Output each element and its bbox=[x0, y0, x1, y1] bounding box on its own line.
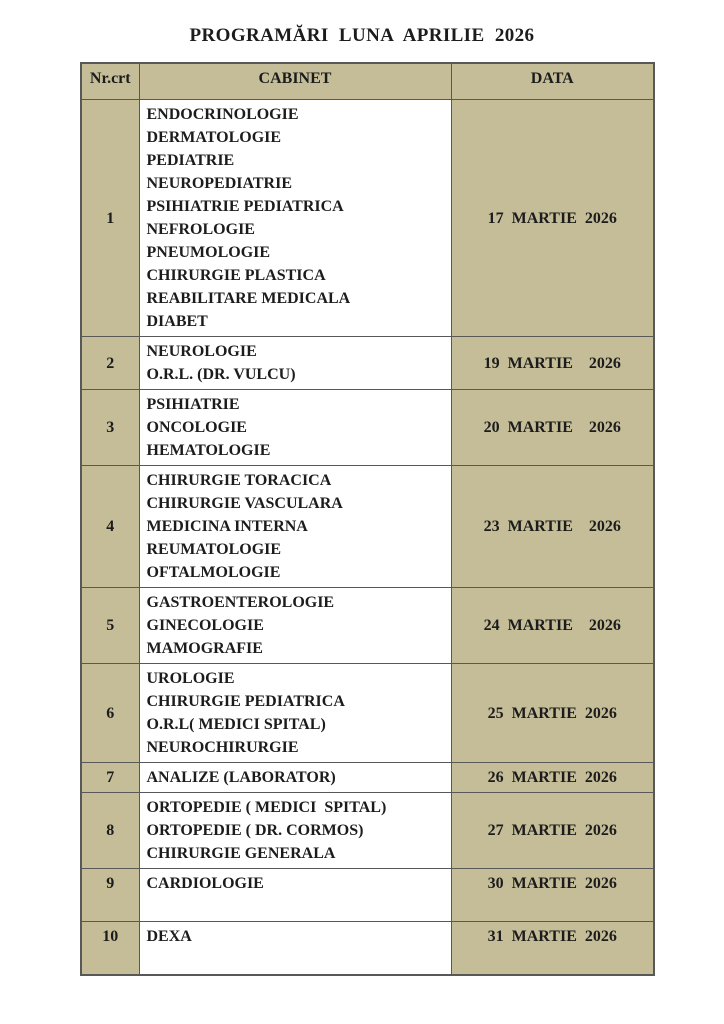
cabinet-line: DIABET bbox=[146, 313, 208, 330]
cabinet-line: O.R.L( MEDICI SPITAL) bbox=[146, 716, 326, 733]
cabinet-line: ENDOCRINOLOGIE bbox=[146, 106, 299, 123]
table-row bbox=[81, 390, 654, 466]
cabinet-cell bbox=[139, 664, 451, 763]
table-row bbox=[81, 664, 654, 763]
date-cell: 17 MARTIE 2026 bbox=[451, 100, 654, 337]
row-number-cell: 10 bbox=[81, 922, 139, 976]
table-row bbox=[81, 588, 654, 664]
cabinet-line: OFTALMOLOGIE bbox=[146, 564, 281, 581]
cabinet-line: UROLOGIE bbox=[146, 670, 235, 687]
date-cell: 20 MARTIE 2026 bbox=[451, 390, 654, 466]
cabinet-line: PSIHIATRIE bbox=[146, 396, 240, 413]
cabinet-line: PEDIATRIE bbox=[146, 152, 235, 169]
cabinet-line: REUMATOLOGIE bbox=[146, 541, 282, 558]
header-nr-crt: Nr.crt bbox=[81, 63, 139, 100]
date-cell: 26 MARTIE 2026 bbox=[451, 763, 654, 793]
cabinet-cell bbox=[139, 922, 451, 976]
row-number-cell: 4 bbox=[81, 466, 139, 588]
date-cell: 27 MARTIE 2026 bbox=[451, 793, 654, 869]
cabinet-line: NEUROPEDIATRIE bbox=[146, 175, 292, 192]
cabinet-line: NEFROLOGIE bbox=[146, 221, 255, 238]
cabinet-line: ANALIZE (LABORATOR) bbox=[146, 769, 336, 786]
cabinet-line bbox=[147, 895, 445, 918]
row-number-cell: 8 bbox=[81, 793, 139, 869]
row-number-cell: 6 bbox=[81, 664, 139, 763]
table-row bbox=[81, 100, 654, 337]
cabinet-line: GINECOLOGIE bbox=[146, 617, 264, 634]
table-row bbox=[81, 793, 654, 869]
cabinet-line: CHIRURGIE GENERALA bbox=[146, 845, 336, 862]
cabinet-line: GASTROENTEROLOGIE bbox=[146, 594, 335, 611]
cabinet-line: ORTOPEDIE ( MEDICI SPITAL) bbox=[146, 799, 387, 816]
date-cell: 30 MARTIE 2026 bbox=[451, 869, 654, 922]
row-number-cell: 1 bbox=[81, 100, 139, 337]
cabinet-cell bbox=[139, 337, 451, 390]
cabinet-line: PNEUMOLOGIE bbox=[146, 244, 271, 261]
cabinet-line bbox=[147, 948, 445, 971]
cabinet-line: NEUROCHIRURGIE bbox=[146, 739, 299, 756]
header-cabinet: CABINET bbox=[139, 63, 451, 100]
schedule-table bbox=[80, 62, 655, 976]
date-cell: 23 MARTIE 2026 bbox=[451, 466, 654, 588]
cabinet-cell bbox=[139, 793, 451, 869]
cabinet-line: REABILITARE MEDICALA bbox=[146, 290, 351, 307]
cabinet-line: CHIRURGIE VASCULARA bbox=[146, 495, 343, 512]
cabinet-line: DERMATOLOGIE bbox=[146, 129, 282, 146]
cabinet-line: CHIRURGIE PEDIATRICA bbox=[146, 693, 345, 710]
table-row bbox=[81, 466, 654, 588]
cabinet-line: HEMATOLOGIE bbox=[146, 442, 271, 459]
cabinet-cell bbox=[139, 100, 451, 337]
date-cell: 31 MARTIE 2026 bbox=[451, 922, 654, 976]
cabinet-cell bbox=[139, 390, 451, 466]
table-row bbox=[81, 922, 654, 976]
table-row bbox=[81, 337, 654, 390]
cabinet-line: MEDICINA INTERNA bbox=[146, 518, 308, 535]
row-number-cell: 2 bbox=[81, 337, 139, 390]
table-row bbox=[81, 763, 654, 793]
row-number-cell: 5 bbox=[81, 588, 139, 664]
table-row bbox=[81, 869, 654, 922]
row-number-cell: 3 bbox=[81, 390, 139, 466]
cabinet-line: MAMOGRAFIE bbox=[146, 640, 263, 657]
header-row bbox=[81, 63, 654, 100]
cabinet-cell bbox=[139, 466, 451, 588]
page-title: PROGRAMĂRI LUNA APRILIE 2026 bbox=[189, 25, 535, 46]
cabinet-line: CHIRURGIE PLASTICA bbox=[146, 267, 326, 284]
row-number-cell: 7 bbox=[81, 763, 139, 793]
cabinet-line: ORTOPEDIE ( DR. CORMOS) bbox=[146, 822, 364, 839]
cabinet-line: CHIRURGIE TORACICA bbox=[146, 472, 332, 489]
row-number-cell: 9 bbox=[81, 869, 139, 922]
header-data: DATA bbox=[451, 63, 654, 100]
date-cell: 19 MARTIE 2026 bbox=[451, 337, 654, 390]
cabinet-cell bbox=[139, 588, 451, 664]
cabinet-cell bbox=[139, 869, 451, 922]
cabinet-line: DEXA bbox=[146, 928, 192, 945]
cabinet-line: O.R.L. (DR. VULCU) bbox=[146, 366, 296, 383]
cabinet-line: CARDIOLOGIE bbox=[146, 875, 264, 892]
cabinet-line: PSIHIATRIE PEDIATRICA bbox=[146, 198, 344, 215]
cabinet-line: ONCOLOGIE bbox=[146, 419, 247, 436]
date-cell: 25 MARTIE 2026 bbox=[451, 664, 654, 763]
cabinet-cell bbox=[139, 763, 451, 793]
cabinet-line: NEUROLOGIE bbox=[146, 343, 257, 360]
date-cell: 24 MARTIE 2026 bbox=[451, 588, 654, 664]
